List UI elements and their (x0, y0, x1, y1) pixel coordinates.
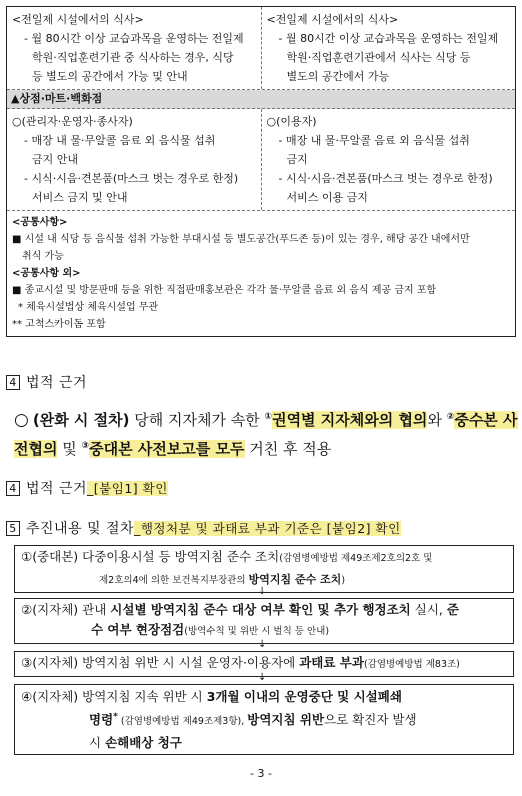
cell-line: 학원·직업훈련기관 중 식사하는 경우, 식당 (32, 51, 234, 64)
section-number: 5 (6, 521, 20, 536)
section-band-stores: ▲상점·마트·백화점 (7, 90, 515, 109)
step-bold: 손해배상 청구 (105, 735, 182, 751)
step-text: 시 (89, 735, 106, 751)
cell-line: - 매장 내 물·무알콜 음료 외 음식물 섭취 (278, 134, 470, 147)
cell-line: 금지 안내 (32, 153, 79, 166)
step-small: (감염병예방법 제83조) (363, 659, 460, 670)
step-small: 제2호의4에 의한 보건복지부장관의 (99, 575, 249, 586)
common-line: ■ 시설 내 식당 등 음식물 섭취 가능한 부대시설 등 별도공간(푸드존 등)이 있는 경우, 해당 공간 내에서만 (12, 234, 470, 245)
section-heading-procedure (6, 518, 401, 538)
step-small: ) (341, 575, 346, 586)
cell-line: - 매장 내 물·무알콜 음료 외 음식물 섭취 (24, 134, 216, 147)
section-number: 4 (6, 375, 20, 390)
cell-title: ○(이용자) (266, 115, 317, 128)
step-text: 으로 확진자 발생 (324, 712, 417, 728)
common-line: 취식 가능 (22, 251, 64, 262)
para-highlight: 중수본 사전협의 (14, 411, 518, 458)
para-text: 및 (57, 440, 82, 458)
down-arrow-icon: ↓ (258, 639, 267, 650)
cell-line: 별도의 공간에서 가능 (286, 70, 390, 83)
step-text: 실시, (410, 602, 447, 617)
cell-line: 등 별도의 공간에서 가능 및 안내 (32, 70, 188, 83)
step-text: ①(중대본) 다중이용시설 등 방역지침 준수 조치 (21, 549, 280, 564)
relaxation-procedure-paragraph (14, 404, 520, 462)
step-text: ④(지자체) 방역지침 지속 위반 시 (21, 689, 207, 704)
cell-line: 학원·직업훈련기관에서 식사는 식당 등 (286, 51, 471, 64)
step-box-2 (14, 598, 514, 644)
step-bold: 명령 (89, 712, 114, 728)
section-note: _행정처분 및 과태료 부과 기준은 [붙임2] 확인 (134, 521, 401, 536)
para-highlight: 중대본 사전보고를 모두 (89, 440, 245, 458)
section-heading-legal-basis (6, 372, 87, 392)
step-small: (방역수칙 및 위반 시 벌칙 등 안내) (184, 626, 330, 637)
cell-title: <전일제 시설에서의 식사> (266, 13, 399, 26)
common-heading: <공통사항 외> (12, 268, 81, 279)
policy-table (6, 6, 516, 337)
para-bold: (완화 시 절차) (32, 411, 130, 429)
cell-stores-admin (7, 109, 262, 210)
step-text: ③(지자체) 방역지침 위반 시 시설 운영자·이용자에 (21, 655, 300, 670)
down-arrow-icon: ↓ (258, 586, 267, 597)
step-bold: 수 여부 현장점검 (91, 622, 185, 637)
step-bold: 준 (446, 602, 459, 617)
cell-line: - 월 80시간 이상 교습과목을 운영하는 전일제 (278, 32, 499, 45)
cell-line: 서비스 이용 금지 (286, 191, 368, 204)
step-text: ②(지자체) 관내 (21, 602, 111, 617)
step-bold: 과태료 부과 (299, 655, 364, 670)
cell-fulltime-admin (7, 7, 262, 89)
para-highlight: 권역별 지자체와의 협의 (272, 411, 428, 429)
cell-line: - 시식·시음·견본품(마스크 벗는 경우로 한정) (24, 172, 239, 185)
step-bold: 방역지침 위반 (247, 712, 325, 728)
step-small: (감염병예방법 제49조제3항), (117, 716, 248, 728)
marker: ③ (81, 441, 90, 451)
marker: ② (446, 412, 455, 422)
para-text: 거친 후 적용 (244, 440, 332, 458)
cell-title: <전일제 시설에서의 식사> (12, 13, 144, 26)
section-title: 법적 근거 (26, 481, 88, 497)
common-line: ■ 종교시설 및 방문판매 등을 위한 직접판매홍보관은 각각 물·무알콜 음료 외 음식 제공 금지 포함 (12, 285, 437, 296)
para-text: 와 (427, 411, 447, 429)
step-bold: 3개월 이내의 운영중단 및 시설폐쇄 (206, 689, 402, 704)
down-arrow-icon: ↓ (258, 672, 267, 683)
step-small: (감염병예방법 제49조제2호의2호 및 (279, 553, 433, 564)
cell-line: 금지 (286, 153, 308, 166)
footnote-marker: * (113, 712, 118, 722)
section-title: 법적 근거 (26, 375, 88, 391)
marker: ① (264, 412, 273, 422)
page-number: - 3 - (250, 767, 272, 780)
step-bold: 방역지침 준수 조치 (248, 573, 342, 586)
common-line: * 체육시설법상 체육시설업 무관 (18, 302, 159, 313)
cell-line: - 시식·시음·견본품(마스크 벗는 경우로 한정) (278, 172, 493, 185)
section-title: 추진내용 및 절차 (26, 521, 135, 537)
cell-stores-user (262, 109, 516, 210)
common-notes (7, 211, 515, 336)
step-bold: 시설별 방역지침 준수 대상 여부 확인 및 추가 행정조치 (110, 602, 411, 617)
table-row-stores (7, 109, 515, 211)
cell-line: - 월 80시간 이상 교습과목을 운영하는 전일제 (24, 32, 244, 45)
section-heading-legal-basis-2 (6, 478, 168, 498)
table-row-fulltime (7, 7, 515, 90)
step-box-4 (14, 684, 514, 755)
cell-title: ○(관리자·운영자·종사자) (12, 115, 133, 128)
cell-fulltime-user (262, 7, 516, 89)
section-note: _[붙임1] 확인 (87, 481, 168, 496)
cell-line: 서비스 금지 및 안내 (32, 191, 128, 204)
section-number: 4 (6, 481, 20, 496)
para-text: 당해 지자체가 속한 (129, 411, 265, 429)
bullet-circle: ○ (14, 410, 29, 430)
common-heading: <공통사항> (12, 217, 68, 228)
common-line: ** 고척스카이돔 포함 (12, 319, 106, 330)
